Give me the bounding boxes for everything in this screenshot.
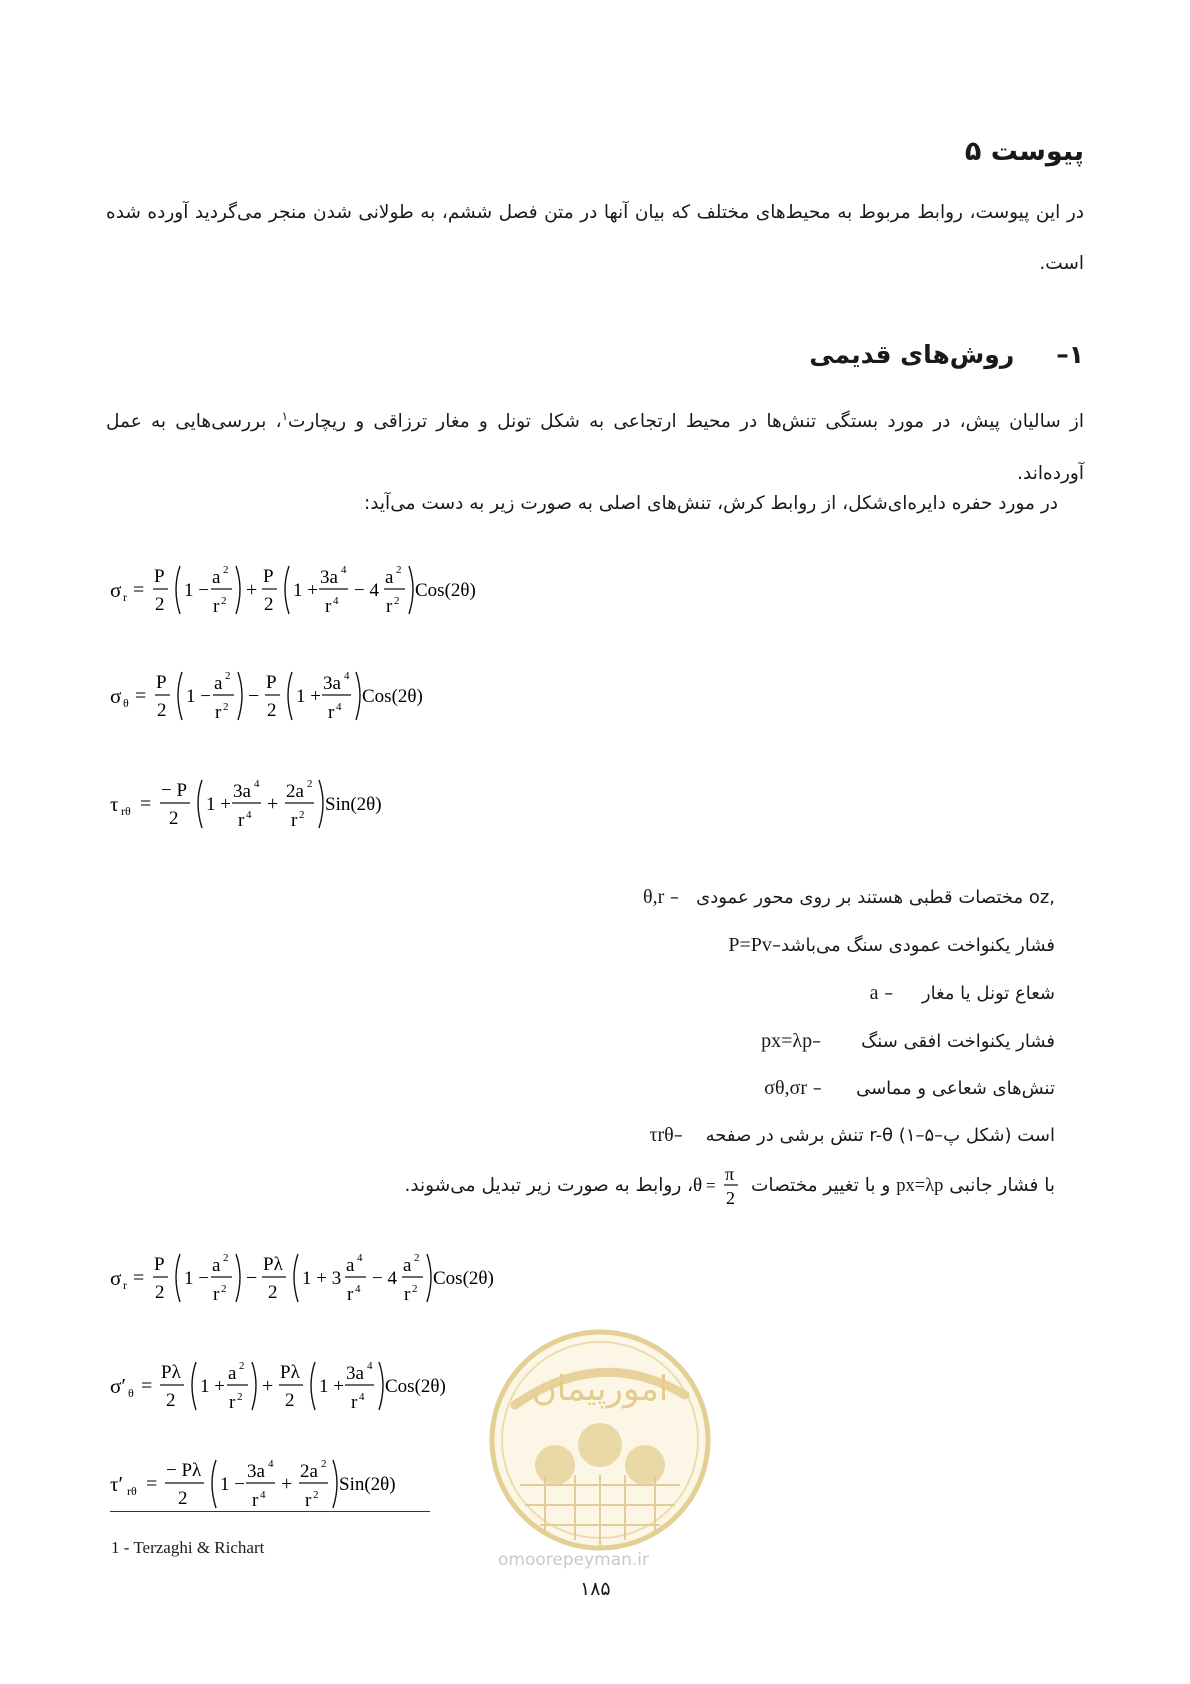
svg-text:Pλ: Pλ: [263, 1254, 283, 1275]
svg-text:r: r: [123, 590, 127, 604]
svg-text:σ: σ: [110, 578, 122, 602]
svg-text:r: r: [238, 810, 245, 831]
svg-text:1 +: 1 +: [319, 1376, 344, 1397]
svg-text:− 4: − 4: [354, 580, 379, 601]
svg-text:Cos(2θ): Cos(2θ): [433, 1268, 494, 1289]
svg-text:=: =: [706, 1176, 716, 1195]
svg-text:2: 2: [299, 809, 305, 821]
svg-text:2a: 2a: [300, 1461, 318, 1482]
page-number: ۱۸۵: [580, 1578, 611, 1600]
svg-text:1 +: 1 +: [296, 686, 321, 707]
svg-text:3a: 3a: [320, 567, 338, 588]
legend-item: [649, 1124, 1055, 1147]
svg-text:1 −: 1 −: [220, 1474, 245, 1495]
legend-dash: –: [812, 1078, 822, 1099]
svg-text:2: 2: [267, 700, 277, 721]
svg-text:+: +: [267, 793, 279, 815]
svg-text:=: =: [133, 1267, 145, 1289]
svg-text:r: r: [347, 1284, 354, 1305]
svg-text:1 +: 1 +: [200, 1376, 225, 1397]
svg-text:2: 2: [307, 778, 313, 790]
svg-text:Cos(2θ): Cos(2θ): [415, 580, 476, 601]
svg-text:r: r: [351, 1392, 358, 1413]
svg-text:2: 2: [157, 700, 167, 721]
svg-text:a: a: [385, 567, 394, 588]
svg-text:a: a: [212, 1255, 221, 1276]
svg-text:4: 4: [336, 701, 342, 713]
svg-text:a: a: [403, 1255, 412, 1276]
theta-equation: [693, 1163, 745, 1209]
legend-item: [761, 1030, 1055, 1053]
svg-text:r: r: [252, 1490, 259, 1511]
svg-text:3a: 3a: [346, 1363, 364, 1384]
svg-text:2: 2: [321, 1458, 327, 1470]
legend-text: مختصات قطبی هستند بر روی محور عمودی oz,: [696, 887, 1055, 908]
equation-sigma-r-lambda: [110, 1244, 550, 1316]
legend-text: فشار یکنواخت عمودی سنگ می‌باشد: [780, 935, 1055, 956]
svg-text:2: 2: [239, 1360, 245, 1372]
svg-text:2: 2: [223, 1252, 229, 1264]
svg-text:2: 2: [155, 594, 165, 615]
svg-text:2: 2: [166, 1390, 176, 1411]
svg-text:Cos(2θ): Cos(2θ): [385, 1376, 446, 1397]
svg-text:2: 2: [264, 594, 274, 615]
svg-text:−: −: [248, 685, 260, 707]
svg-text:2: 2: [394, 595, 400, 607]
svg-text:3a: 3a: [247, 1461, 265, 1482]
svg-text:a: a: [228, 1363, 237, 1384]
legend-item: [764, 1077, 1055, 1100]
legend-dash: –: [771, 935, 781, 956]
svg-text:2: 2: [223, 701, 229, 713]
svg-text:P: P: [154, 566, 165, 587]
footnote-reference: ۱: [281, 409, 289, 423]
watermark-url: omoorepeyman.ir: [498, 1550, 650, 1570]
svg-text:2a: 2a: [286, 781, 304, 802]
equation-tau-r-theta: [110, 770, 530, 842]
svg-text:σ: σ: [110, 684, 122, 708]
svg-text:=: =: [141, 1375, 153, 1397]
svg-text:π: π: [725, 1164, 735, 1184]
svg-text:P: P: [263, 566, 274, 587]
svg-text:1 −: 1 −: [184, 1268, 209, 1289]
svg-text:P: P: [154, 1254, 165, 1275]
legend-symbol: σθ,σr: [764, 1077, 807, 1099]
transition-text: و با تغییر مختصات: [751, 1175, 891, 1196]
transition-text: با فشار جانبی: [949, 1175, 1055, 1196]
svg-text:1 +: 1 +: [206, 794, 231, 815]
transition-paragraph: [404, 1163, 1055, 1209]
legend-symbol: τrθ: [649, 1124, 674, 1146]
svg-text:2: 2: [237, 1391, 243, 1403]
legend-item: [870, 982, 1055, 1005]
svg-text:P: P: [156, 672, 167, 693]
svg-text:3a: 3a: [323, 673, 341, 694]
svg-text:τ: τ: [110, 792, 119, 816]
svg-text:2: 2: [414, 1252, 420, 1264]
svg-text:rθ: rθ: [127, 1484, 137, 1498]
svg-text:σ: σ: [110, 1266, 122, 1290]
lateral-pressure: px=λp: [896, 1176, 944, 1196]
svg-text:Sin(2θ): Sin(2θ): [325, 794, 382, 815]
equation-sigma-r: [110, 556, 530, 628]
section-number: ۱–: [1056, 340, 1084, 369]
legend-item: [643, 886, 1055, 909]
svg-text:=: =: [133, 579, 145, 601]
svg-text:2: 2: [225, 670, 231, 682]
svg-text:4: 4: [268, 1458, 274, 1470]
footnote-divider: [110, 1511, 430, 1512]
svg-text:a: a: [346, 1255, 355, 1276]
svg-text:θ: θ: [128, 1386, 134, 1400]
equation-sigma-theta-prime: [110, 1352, 510, 1424]
svg-text:3a: 3a: [233, 781, 251, 802]
svg-text:−: −: [246, 1267, 258, 1289]
section-heading: [809, 340, 1084, 369]
svg-text:4: 4: [359, 1391, 365, 1403]
svg-text:4: 4: [254, 778, 260, 790]
svg-text:r: r: [386, 596, 393, 617]
watermark-logo-text: امورپیمان: [531, 1369, 669, 1409]
transition-text: ، روابط به صورت زیر تبدیل می‌شوند.: [404, 1175, 694, 1196]
svg-text:r: r: [229, 1392, 236, 1413]
svg-text:2: 2: [221, 595, 227, 607]
svg-text:2: 2: [221, 1283, 227, 1295]
svg-text:− 4: − 4: [372, 1268, 397, 1289]
svg-text:σ′: σ′: [110, 1374, 126, 1398]
svg-text:1 +: 1 +: [293, 580, 318, 601]
svg-text:=: =: [135, 685, 147, 707]
svg-text:2: 2: [412, 1283, 418, 1295]
svg-text:− Pλ: − Pλ: [166, 1460, 202, 1481]
footnote: 1 - Terzaghi & Richart: [111, 1538, 265, 1557]
svg-text:r: r: [215, 702, 222, 723]
kirsch-intro-paragraph: در مورد حفره دایره‌ای‌شکل، از روابط کرش، تنش‌های اصلی به صورت زیر به دست می‌آید:: [363, 493, 1058, 514]
intro-paragraph: در این پیوست، روابط مربوط به محیط‌های مختلف که بیان آنها در متن فصل ششم، به طولانی شدن منجر می‌گردید آورده شده است.: [106, 202, 1084, 274]
section-title: روش‌های قدیمی: [809, 340, 1015, 369]
legend-dash: –: [673, 1125, 683, 1146]
svg-text:=: =: [146, 1473, 158, 1495]
history-paragraph: [106, 390, 1084, 500]
legend-symbol: P=Pv: [728, 934, 772, 956]
svg-text:a: a: [212, 567, 221, 588]
legend-dash: –: [812, 1031, 822, 1052]
appendix-title: پیوست ۵: [964, 136, 1084, 167]
svg-text:4: 4: [260, 1489, 266, 1501]
svg-text:θ: θ: [123, 696, 129, 710]
svg-text:=: =: [140, 793, 152, 815]
svg-text:r: r: [404, 1284, 411, 1305]
svg-text:4: 4: [333, 595, 339, 607]
svg-text:Sin(2θ): Sin(2θ): [339, 1474, 396, 1495]
svg-text:1 −: 1 −: [186, 686, 211, 707]
svg-text:2: 2: [285, 1390, 295, 1411]
legend-text: فشار یکنواخت افقی سنگ: [861, 1031, 1055, 1052]
svg-text:− P: − P: [161, 780, 188, 801]
legend-text: تنش‌های شعاعی و مماسی: [856, 1078, 1055, 1099]
svg-text:2: 2: [169, 808, 179, 829]
svg-text:a: a: [214, 673, 223, 694]
svg-text:r: r: [213, 1284, 220, 1305]
svg-text:2: 2: [223, 564, 229, 576]
svg-text:τ′: τ′: [110, 1472, 124, 1496]
svg-text:Pλ: Pλ: [161, 1362, 181, 1383]
svg-text:r: r: [213, 596, 220, 617]
svg-text:+: +: [281, 1473, 293, 1495]
svg-text:+: +: [262, 1375, 274, 1397]
history-text-end: ، بررسی‌هایی به عمل آورده‌اند.: [106, 411, 1084, 485]
svg-text:P: P: [266, 672, 277, 693]
svg-text:4: 4: [357, 1252, 363, 1264]
svg-text:r: r: [291, 810, 298, 831]
svg-text:4: 4: [344, 670, 350, 682]
svg-text:2: 2: [155, 1282, 165, 1303]
svg-text:2: 2: [313, 1489, 319, 1501]
svg-text:r: r: [328, 702, 335, 723]
legend-text: تنش برشی در صفحه r-θ است (شکل پ–۵–۱): [705, 1125, 1055, 1146]
svg-text:rθ: rθ: [121, 804, 131, 818]
legend-dash: –: [669, 887, 679, 908]
legend-item: [728, 934, 1055, 957]
history-text: از سالیان پیش، در مورد بستگی تنش‌ها در محیط ارتجاعی به شکل تونل و مغار ترزاقی و ریچارت: [288, 411, 1084, 433]
svg-text:+: +: [246, 579, 258, 601]
legend-symbol: px=λp: [761, 1030, 813, 1052]
legend-symbol: θ,r: [642, 886, 665, 908]
svg-text:2: 2: [396, 564, 402, 576]
svg-text:4: 4: [246, 809, 252, 821]
svg-text:Pλ: Pλ: [280, 1362, 300, 1383]
svg-text:Cos(2θ): Cos(2θ): [362, 686, 423, 707]
svg-text:4: 4: [341, 564, 347, 576]
svg-text:r: r: [325, 596, 332, 617]
svg-text:2: 2: [726, 1188, 736, 1208]
svg-text:1 + 3: 1 + 3: [302, 1268, 342, 1289]
equation-sigma-theta: [110, 662, 530, 734]
svg-text:4: 4: [367, 1360, 373, 1372]
svg-text:θ: θ: [693, 1175, 703, 1196]
legend-symbol: a: [869, 982, 879, 1004]
svg-text:r: r: [305, 1490, 312, 1511]
svg-text:1 −: 1 −: [184, 580, 209, 601]
svg-text:4: 4: [355, 1283, 361, 1295]
legend-text: شعاع تونل یا مغار: [921, 983, 1055, 1004]
legend-dash: –: [884, 983, 894, 1004]
svg-text:r: r: [123, 1278, 127, 1292]
svg-text:2: 2: [178, 1488, 188, 1509]
svg-text:2: 2: [268, 1282, 278, 1303]
